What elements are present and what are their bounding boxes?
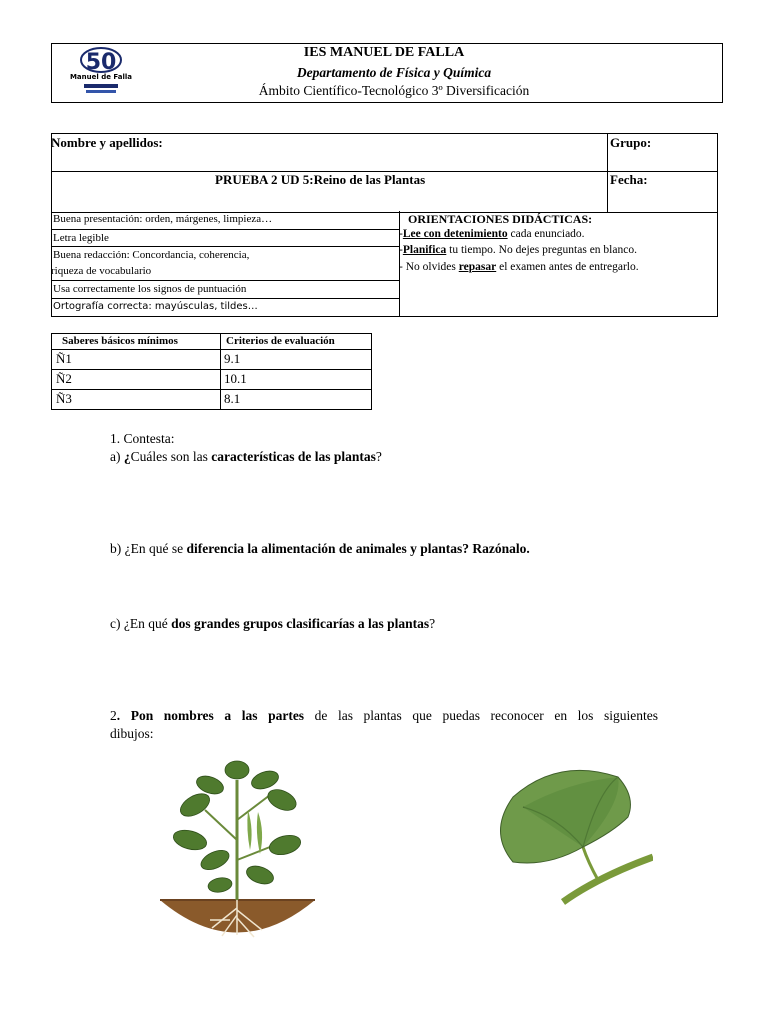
q1b-bold: diferencia la alimentación de animales y plantas? Razónalo. bbox=[186, 541, 530, 556]
group-label: Grupo: bbox=[610, 135, 652, 150]
question-1c bbox=[110, 616, 435, 632]
q1a-mid: Cuáles son las bbox=[130, 449, 212, 464]
test-title: PRUEBA 2 UD 5:Reino de las Plantas bbox=[215, 172, 426, 187]
school-name: IES MANUEL DE FALLA bbox=[303, 45, 465, 60]
area-name: Ámbito Científico-Tecnológico 3º Diversificación bbox=[258, 83, 530, 98]
table-divider bbox=[51, 349, 372, 350]
table-divider bbox=[51, 389, 372, 390]
question-2-line2: dibujos: bbox=[110, 726, 154, 741]
orientation-item bbox=[399, 261, 639, 273]
criterios-cell: 9.1 bbox=[224, 351, 241, 366]
table-divider bbox=[51, 369, 372, 370]
saberes-header: Saberes básicos mínimos bbox=[62, 335, 178, 347]
saberes-cell: Ñ3 bbox=[56, 391, 72, 406]
leaf-image bbox=[488, 762, 653, 912]
orientation-rest: cada enunciado. bbox=[507, 228, 585, 240]
logo-number: 50 bbox=[85, 50, 117, 75]
q1c-pre: c) ¿En qué bbox=[110, 616, 172, 631]
criteria-item: Letra legible bbox=[53, 232, 109, 244]
table-divider bbox=[220, 333, 221, 410]
orientation-rest: tu tiempo. No dejes preguntas en blanco. bbox=[446, 244, 637, 256]
question-1a bbox=[110, 449, 382, 465]
orientation-bold: Lee con detenimiento bbox=[402, 228, 508, 240]
criterios-header: Criterios de evaluación bbox=[226, 335, 335, 347]
q1a-bold1: ¿ bbox=[123, 449, 131, 464]
logo-text: Manuel de Falla bbox=[69, 73, 133, 81]
criteria-item: Usa correctamente los signos de puntuación bbox=[53, 283, 247, 295]
date-label: Fecha: bbox=[610, 172, 648, 187]
orientation-bold: repasar bbox=[458, 261, 497, 273]
q1c-post: ? bbox=[429, 616, 436, 631]
q1c-bold: dos grandes grupos clasificarías a las plantas bbox=[171, 616, 430, 631]
criteria-item: Ortografía correcta: mayúsculas, tildes… bbox=[53, 301, 258, 312]
orientation-bold: Planifica bbox=[402, 244, 447, 256]
q1a-pre: a) bbox=[110, 449, 124, 464]
bean-plant-image bbox=[150, 750, 325, 940]
criterios-cell: 8.1 bbox=[224, 391, 241, 406]
department-name: Departamento de Física y Química bbox=[296, 65, 492, 80]
question-2 bbox=[110, 708, 658, 724]
q1a-bold2: características de las plantas bbox=[211, 449, 376, 464]
orientation-prefix: - bbox=[399, 228, 403, 240]
q2-rest: de las plantas que puedas reconocer en los siguientes bbox=[304, 708, 658, 723]
q1b-pre: b) ¿En qué se bbox=[110, 541, 187, 556]
q2-num: 2 bbox=[110, 708, 117, 723]
saberes-cell: Ñ1 bbox=[56, 351, 72, 366]
orientation-rest: el examen antes de entregarlo. bbox=[496, 261, 639, 273]
criteria-item: Buena presentación: orden, márgenes, limpieza… bbox=[53, 213, 273, 225]
orientations-title: ORIENTACIONES DIDÁCTICAS: bbox=[408, 212, 593, 226]
orientation-item bbox=[399, 244, 637, 256]
orientation-prefix: - bbox=[399, 244, 403, 256]
orientation-prefix: - No olvides bbox=[399, 261, 459, 273]
criteria-item: riqueza de vocabulario bbox=[51, 265, 152, 277]
saberes-cell: Ñ2 bbox=[56, 371, 72, 386]
orientation-item bbox=[399, 228, 585, 240]
q2-bold: . Pon nombres a las partes bbox=[116, 708, 305, 723]
criterios-cell: 10.1 bbox=[224, 371, 247, 386]
q1a-post: ? bbox=[375, 449, 382, 464]
name-label: Nombre y apellidos: bbox=[51, 135, 163, 150]
table-divider bbox=[607, 133, 608, 213]
criteria-item: Buena redacción: Concordancia, coherencia, bbox=[53, 249, 250, 261]
question-1b bbox=[110, 541, 530, 557]
question-1-intro: 1. Contesta: bbox=[110, 431, 175, 446]
